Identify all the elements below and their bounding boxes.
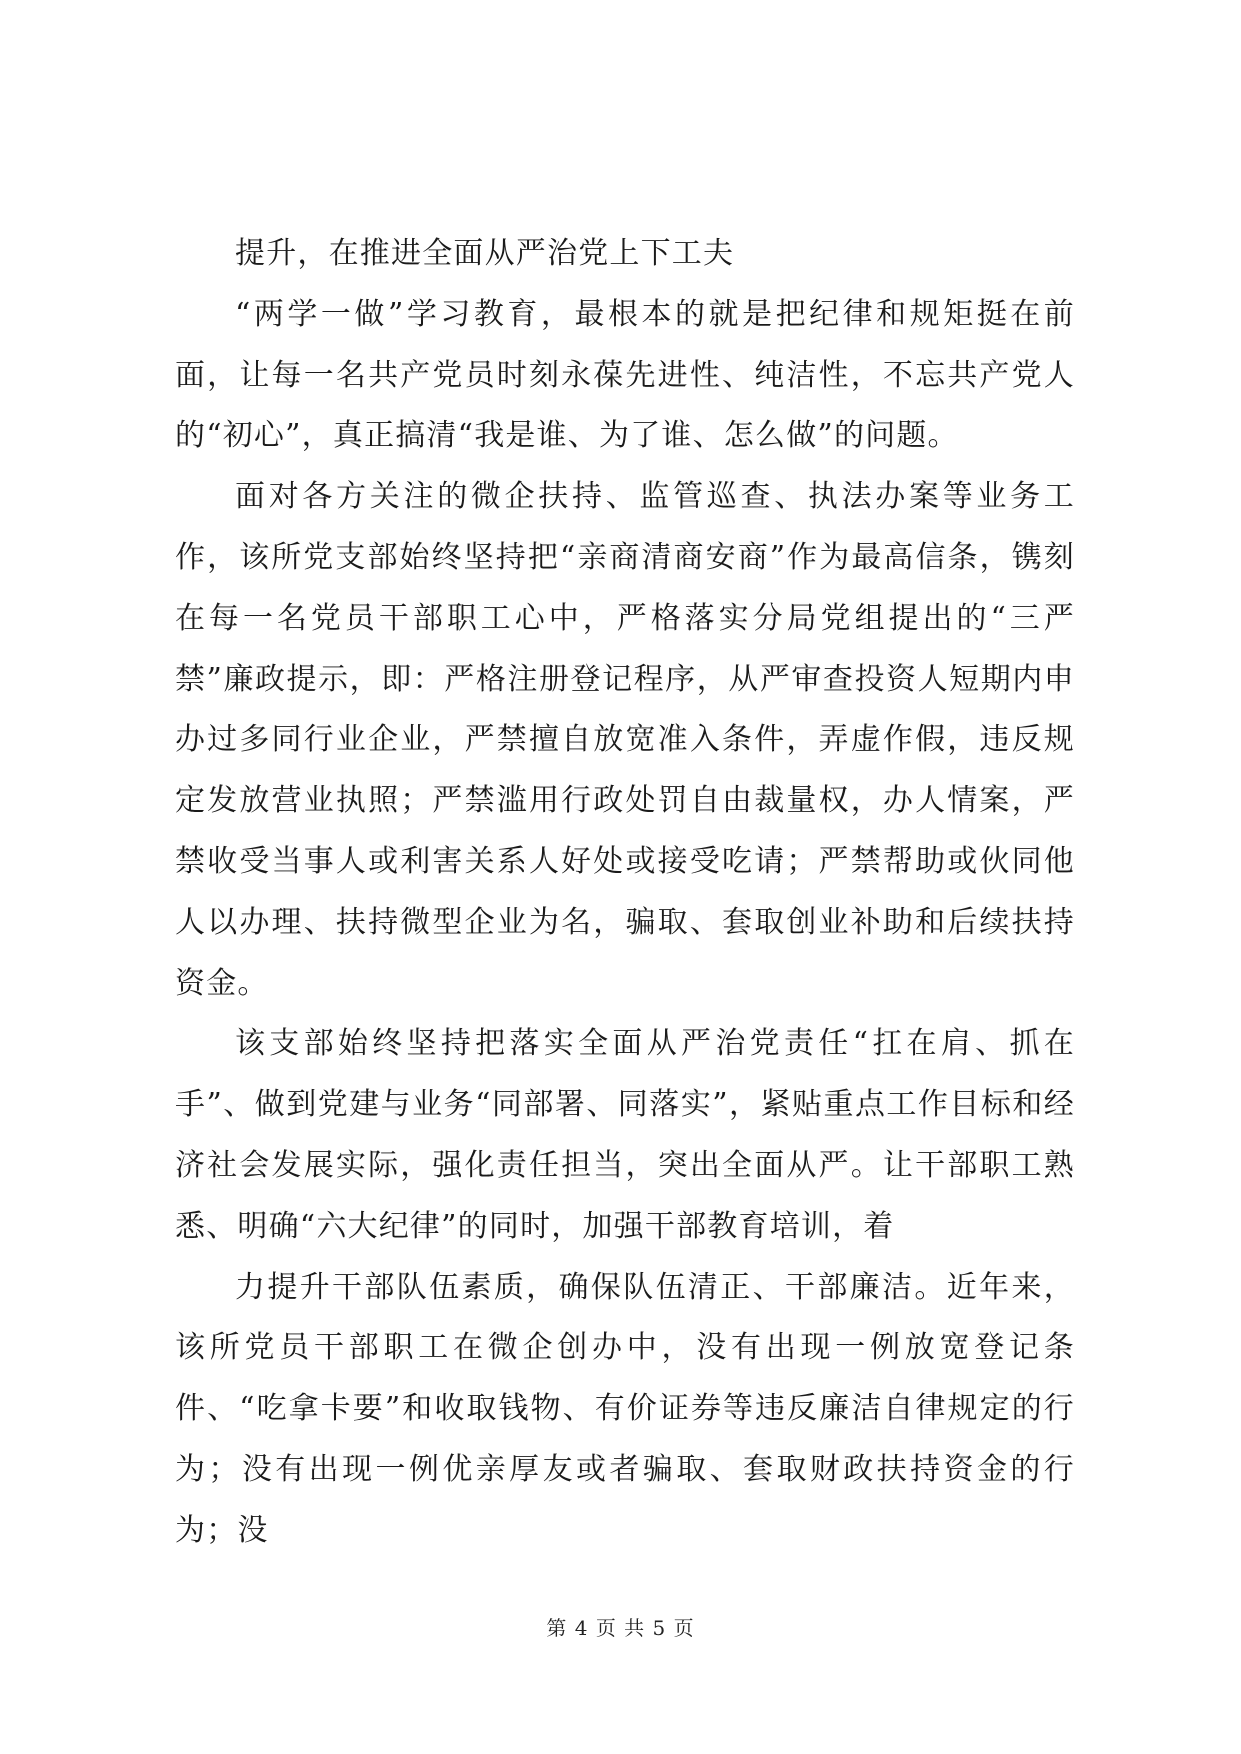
paragraph-3: 面对各方关注的微企扶持、监管巡查、执法办案等业务工作，该所党支部始终坚持把“亲商清商安商”作为最高信条，镌刻在每一名党员干部职工心中，严格落实分局党组提出的“三严禁”廉政提示，即：严格注册登记程序，从严审查投资人短期内申办过多同行业企业，严禁擅自放宽准入条件，弄虚作假，违反规定发放营业执照；严禁滥用行政处罚自由裁量权，办人情案，严禁收受当事人或利害关系人好处或接受吃请；严禁帮助或伙同他人以办理、扶持微型企业为名，骗取、套取创业补助和后续扶持资金。 [175, 479, 1075, 1001]
page-number-footer: 第 4 页 共 5 页 [546, 1616, 695, 1640]
document-body [175, 224, 1075, 1562]
paragraph-2: “两学一做”学习教育，最根本的就是把纪律和规矩挺在前面，让每一名共产党员时刻永葆先进性、纯洁性，不忘共产党人的“初心”，真正搞清“我是谁、为了谁、怎么做”的问题。 [175, 296, 1075, 454]
paragraph-4: 该支部始终坚持把落实全面从严治党责任“扛在肩、抓在手”、做到党建与业务“同部署、同落实”，紧贴重点工作目标和经济社会发展实际，强化责任担当，突出全面从严。让干部职工熟悉、明确“六大纪律”的同时，加强干部教育培训，着 [175, 1026, 1075, 1244]
paragraph-5: 力提升干部队伍素质，确保队伍清正、干部廉洁。近年来，该所党员干部职工在微企创办中，没有出现一例放宽登记条件、“吃拿卡要”和收取钱物、有价证券等违反廉洁自律规定的行为；没有出现一例优亲厚友或者骗取、套取财政扶持资金的行为；没 [175, 1269, 1075, 1548]
paragraph-1: 提升，在推进全面从严治党上下工夫 [235, 236, 735, 271]
